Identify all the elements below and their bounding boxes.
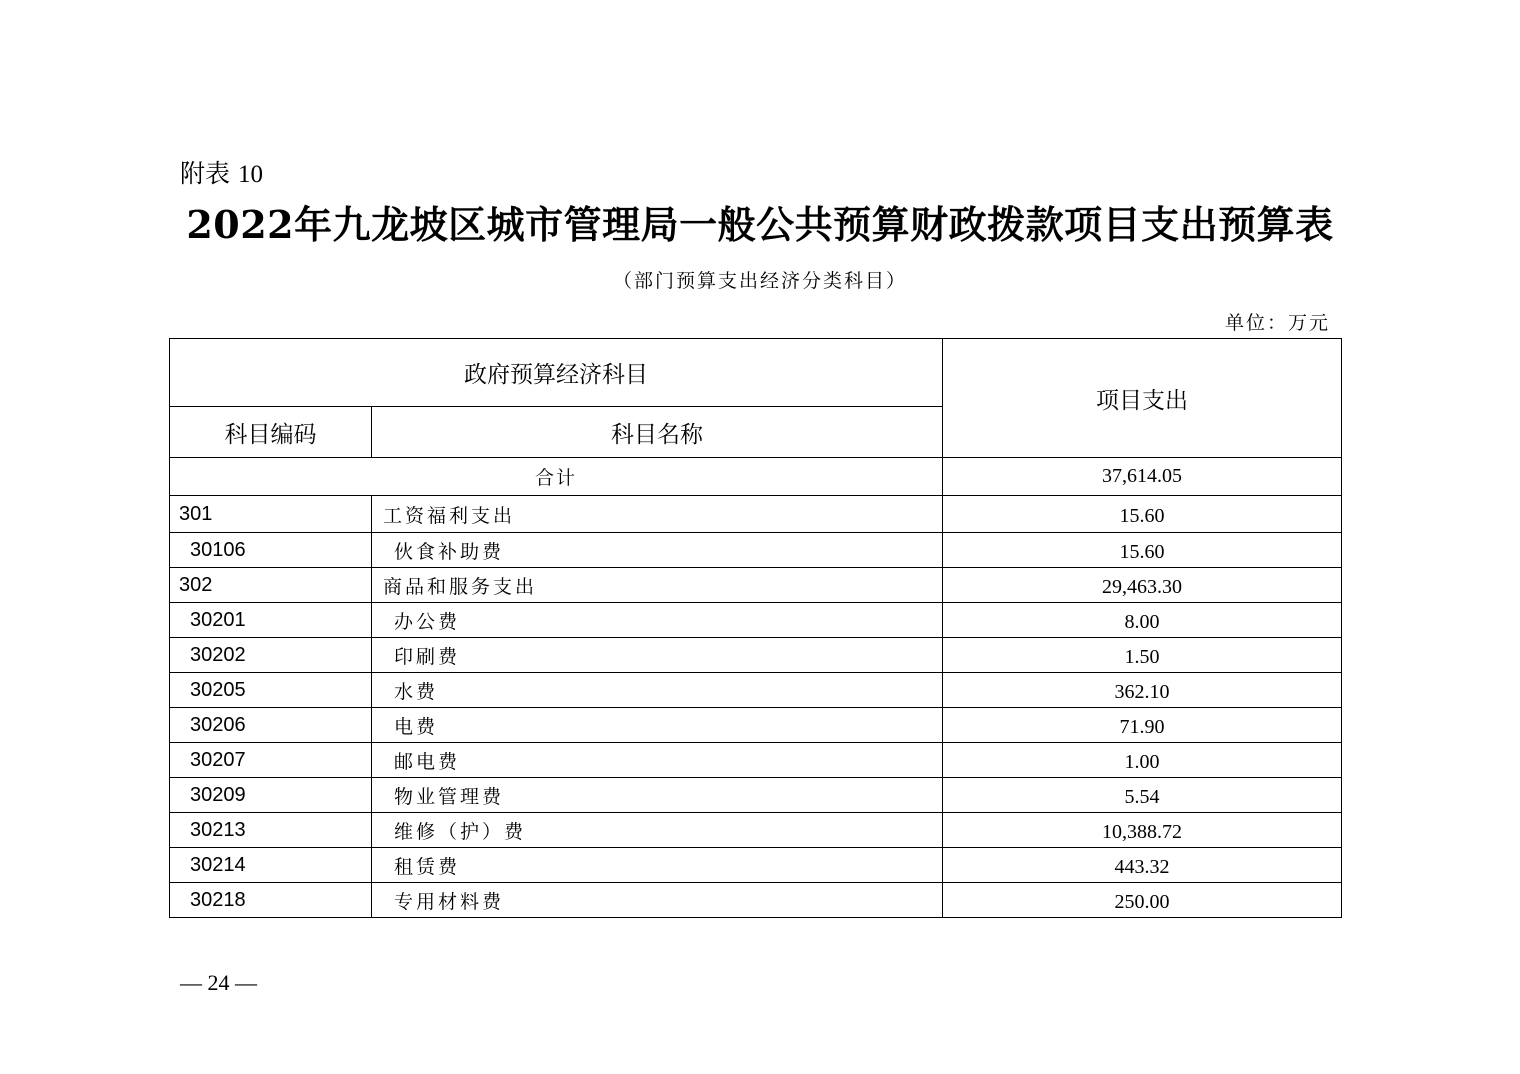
name-cell: 维修（护）费 xyxy=(372,813,943,848)
amount-cell: 443.32 xyxy=(943,848,1342,883)
code-cell: 30106 xyxy=(170,533,372,568)
code-column-header: 科目编码 xyxy=(170,407,372,458)
unit-label: 单位：万元 xyxy=(1224,312,1330,334)
name-cell: 印刷费 xyxy=(372,638,943,673)
amount-cell: 15.60 xyxy=(943,533,1342,568)
total-value: 37,614.05 xyxy=(943,458,1342,496)
page-subtitle: （部门预算支出经济分类科目） xyxy=(612,270,907,292)
header-row-1 xyxy=(170,339,1342,407)
table-row xyxy=(170,673,1342,708)
table-row xyxy=(170,883,1342,918)
table-row xyxy=(170,708,1342,743)
table-row xyxy=(170,568,1342,603)
code-cell: 30213 xyxy=(170,813,372,848)
total-row xyxy=(170,458,1342,496)
amount-cell: 1.00 xyxy=(943,743,1342,778)
group-header: 政府预算经济科目 xyxy=(170,339,943,407)
amount-cell: 5.54 xyxy=(943,778,1342,813)
attachment-prefix: 附表 xyxy=(180,159,231,188)
code-cell: 30207 xyxy=(170,743,372,778)
name-cell: 办公费 xyxy=(372,603,943,638)
table-row xyxy=(170,603,1342,638)
name-column-header: 科目名称 xyxy=(372,407,943,458)
table-row xyxy=(170,533,1342,568)
name-cell: 电费 xyxy=(372,708,943,743)
name-cell: 水费 xyxy=(372,673,943,708)
budget-table xyxy=(169,338,1342,918)
table-row xyxy=(170,813,1342,848)
amount-cell: 8.00 xyxy=(943,603,1342,638)
name-cell: 伙食补助费 xyxy=(372,533,943,568)
page-title: 2022年九龙坡区城市管理局一般公共预算财政拨款项目支出预算表 xyxy=(186,202,1334,247)
amount-cell: 71.90 xyxy=(943,708,1342,743)
attachment-label xyxy=(180,154,263,190)
page-number: — 24 — xyxy=(180,970,257,995)
name-cell: 专用材料费 xyxy=(372,883,943,918)
name-cell: 工资福利支出 xyxy=(372,496,943,533)
attachment-number: 10 xyxy=(237,161,263,188)
code-cell: 30214 xyxy=(170,848,372,883)
table-row xyxy=(170,743,1342,778)
total-label: 合计 xyxy=(170,458,943,496)
table-row xyxy=(170,848,1342,883)
amount-column-header: 项目支出 xyxy=(943,339,1342,458)
code-cell: 30201 xyxy=(170,603,372,638)
code-cell: 30202 xyxy=(170,638,372,673)
code-cell: 30209 xyxy=(170,778,372,813)
table-row xyxy=(170,638,1342,673)
amount-cell: 15.60 xyxy=(943,496,1342,533)
amount-cell: 10,388.72 xyxy=(943,813,1342,848)
name-cell: 商品和服务支出 xyxy=(372,568,943,603)
amount-cell: 250.00 xyxy=(943,883,1342,918)
table-row xyxy=(170,496,1342,533)
table-body xyxy=(170,339,1342,918)
table-row xyxy=(170,778,1342,813)
name-cell: 物业管理费 xyxy=(372,778,943,813)
amount-cell: 29,463.30 xyxy=(943,568,1342,603)
code-cell: 301 xyxy=(170,496,372,533)
code-cell: 302 xyxy=(170,568,372,603)
name-cell: 租赁费 xyxy=(372,848,943,883)
amount-cell: 362.10 xyxy=(943,673,1342,708)
code-cell: 30218 xyxy=(170,883,372,918)
name-cell: 邮电费 xyxy=(372,743,943,778)
code-cell: 30205 xyxy=(170,673,372,708)
amount-cell: 1.50 xyxy=(943,638,1342,673)
code-cell: 30206 xyxy=(170,708,372,743)
